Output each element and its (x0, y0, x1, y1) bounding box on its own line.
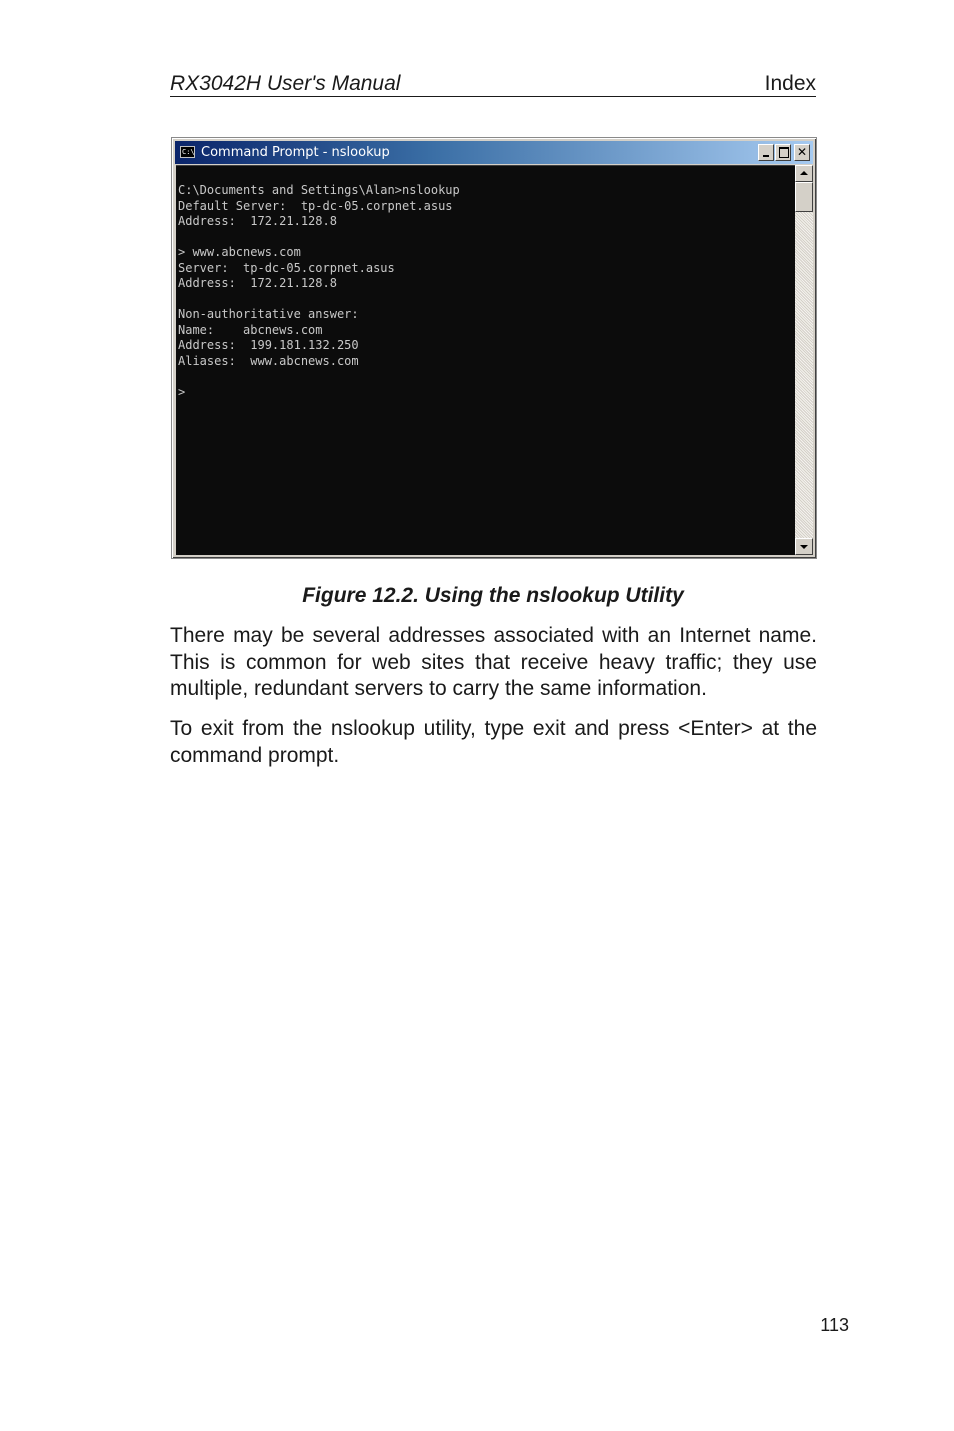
close-button[interactable] (794, 144, 810, 161)
page-number: 113 (820, 1315, 849, 1335)
scroll-up-arrow-icon[interactable] (795, 165, 813, 182)
maximize-button[interactable] (775, 144, 791, 161)
command-prompt-window (171, 137, 817, 559)
vertical-scrollbar[interactable] (795, 165, 813, 555)
close-icon: ✕ (796, 145, 808, 159)
figure-caption: Figure 12.2. Using the nslookup Utility (302, 584, 684, 607)
console-text: C:\Documents and Settings\Alan>nslookup Default Server: tp-dc-05.corpnet.asus Address: 172.21.128.8 > www.abcnews.com Server: tp-dc-05.corpnet.asus Address: 172.21.128.8 Non-authoritative answer: Name: abcnews.com Address: 199.181.132.250 Aliases: www.abcnews.com > (178, 183, 460, 399)
window-titlebar[interactable] (175, 141, 813, 164)
command-prompt-icon: C:\ (182, 148, 195, 156)
minimize-button[interactable] (758, 144, 774, 161)
page-header (170, 72, 816, 97)
minimize-icon (763, 155, 769, 157)
maximize-icon (779, 147, 789, 158)
window-title: Command Prompt - nslookup (201, 145, 390, 160)
section-name: Index (764, 72, 816, 95)
body-paragraph-2: To exit from the nslookup utility, type exit and press <Enter> at the command prompt. (170, 717, 817, 767)
body-paragraph-1: There may be several addresses associated with an Internet name. This is common for web sites that receive heavy traffic; they use multiple, redundant servers to carry the same information. (170, 624, 817, 700)
console-output[interactable] (176, 165, 795, 555)
scroll-down-arrow-icon[interactable] (795, 538, 813, 555)
manual-title: RX3042H User's Manual (170, 72, 401, 95)
scrollbar-thumb[interactable] (795, 182, 813, 212)
